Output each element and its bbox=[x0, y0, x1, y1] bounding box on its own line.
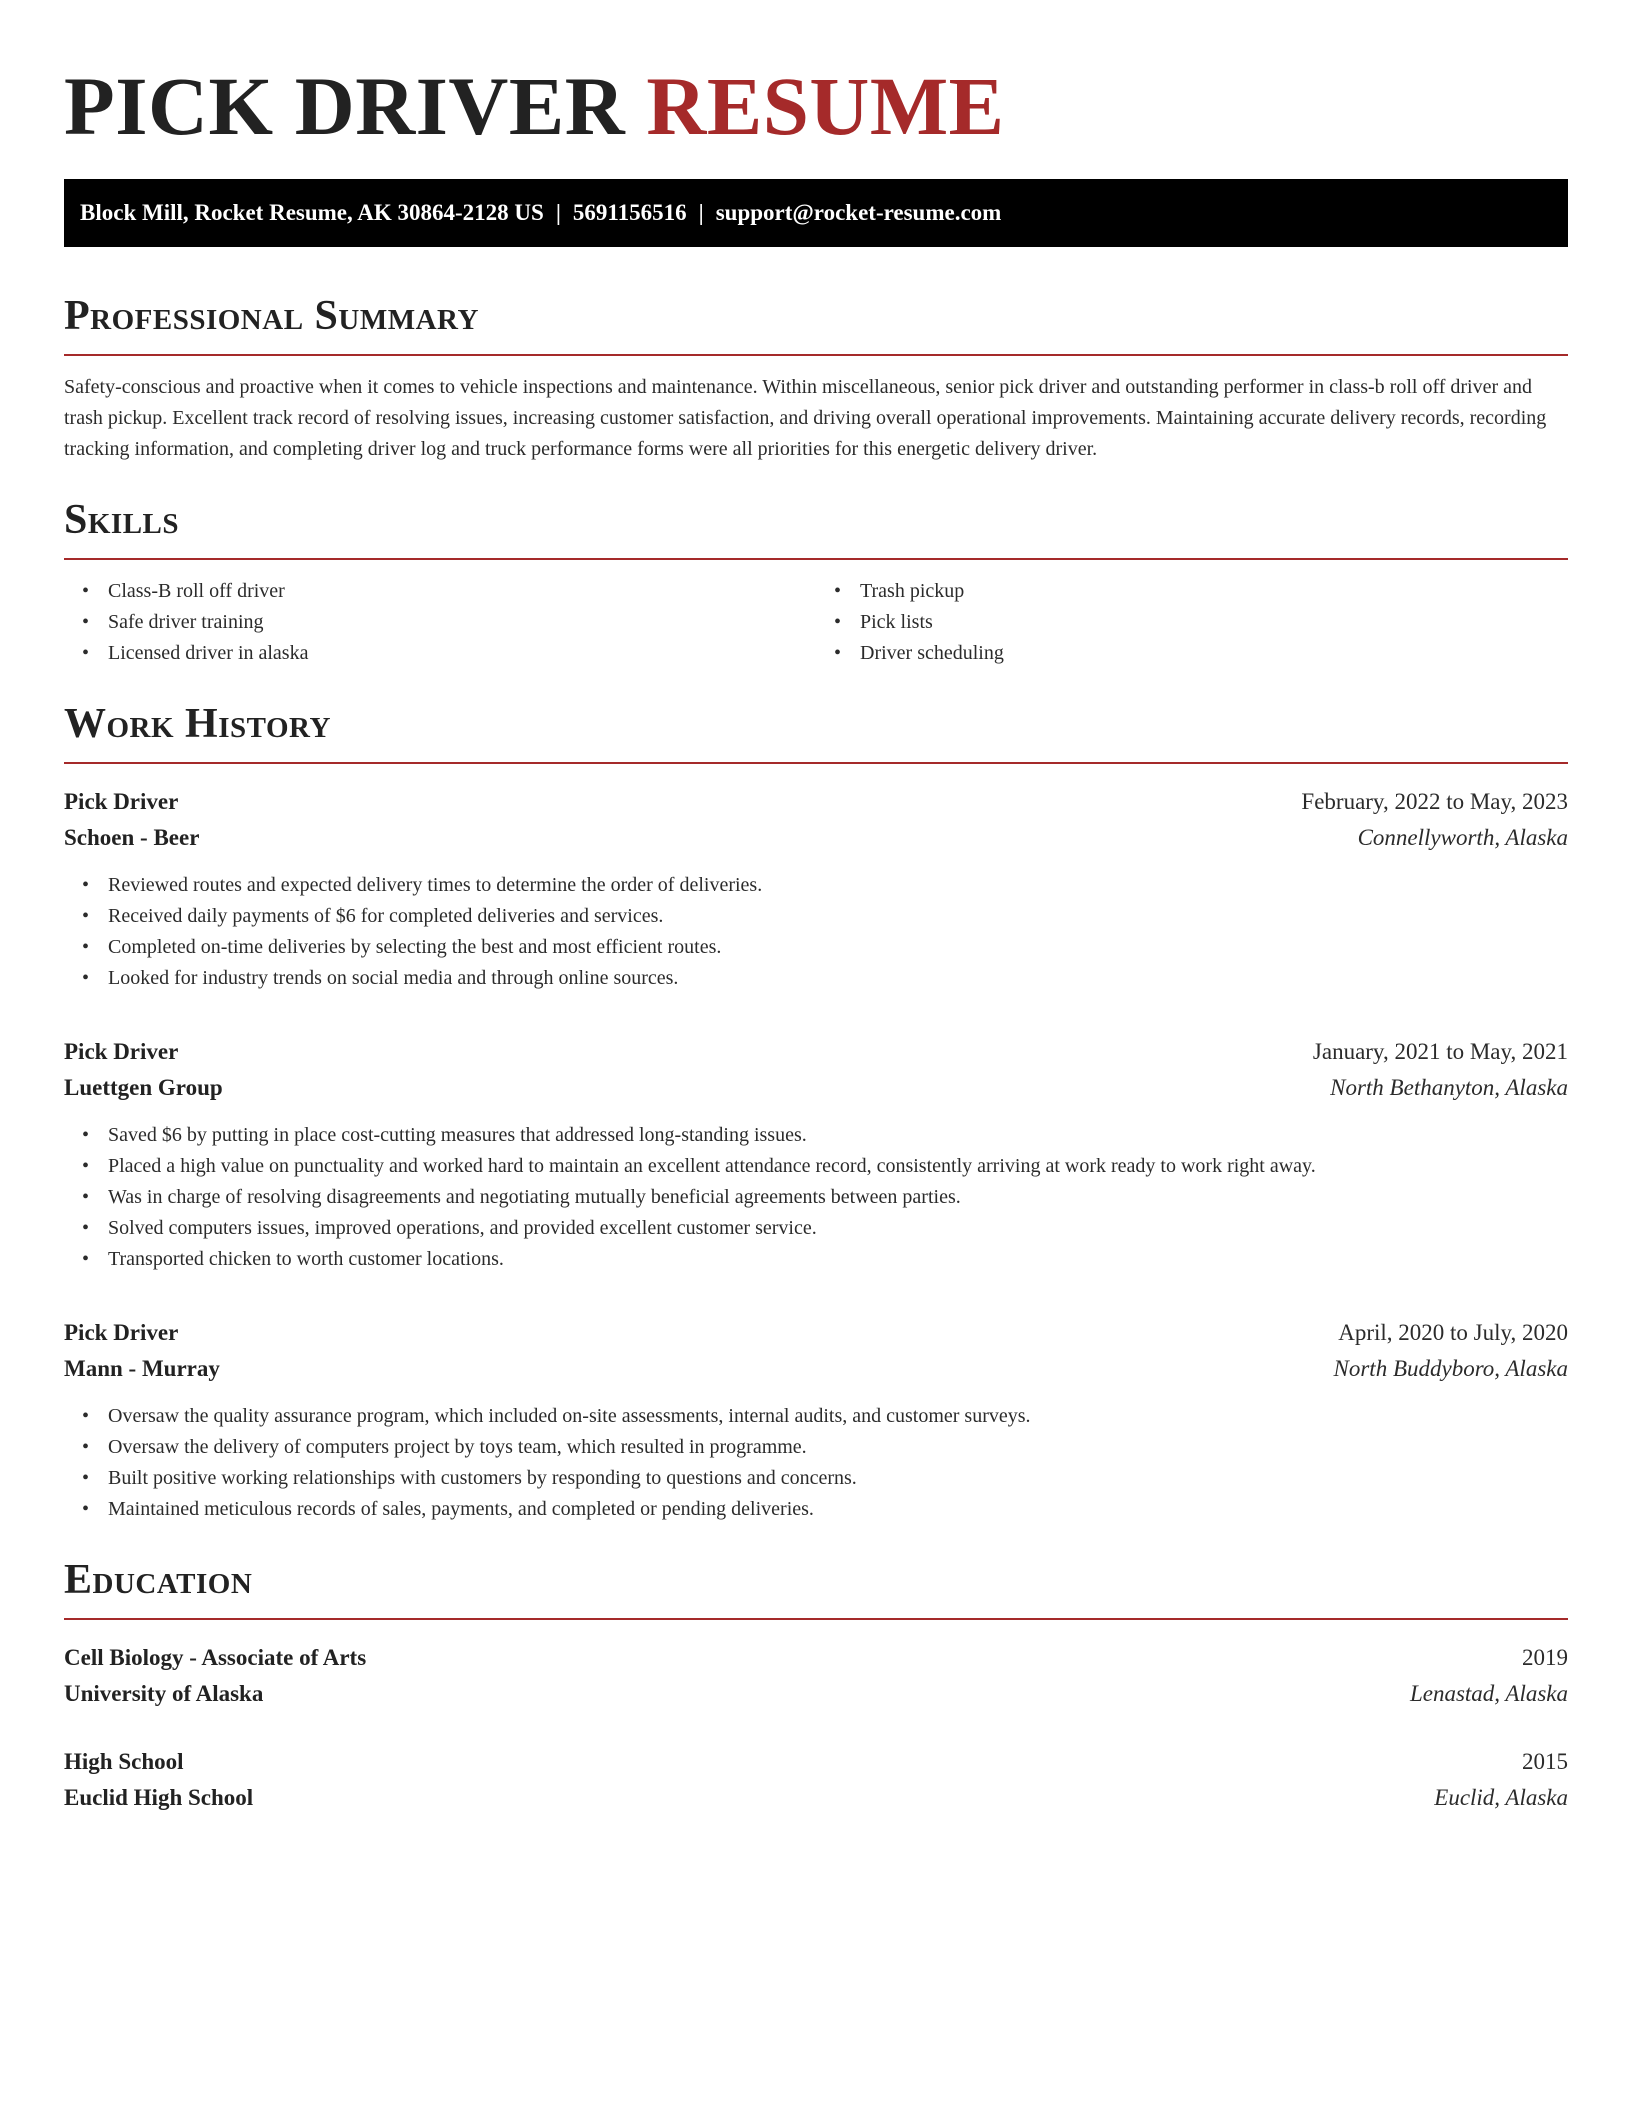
section-divider bbox=[64, 354, 1568, 356]
job-company: Schoen - Beer bbox=[64, 825, 200, 850]
education-entry bbox=[64, 1640, 1568, 1712]
title-accent: RESUME bbox=[646, 60, 1005, 152]
skills-heading: Skills bbox=[64, 497, 180, 543]
job-bullet: • Saved $6 by putting in place cost-cutting measures that addressed long-standing issues. bbox=[108, 1120, 1568, 1151]
job-company: Luettgen Group bbox=[64, 1075, 223, 1100]
job-bullets bbox=[64, 1401, 1568, 1525]
skill-item: • Trash pickup bbox=[860, 576, 1568, 607]
job-location: Connellyworth, Alaska bbox=[1357, 825, 1568, 850]
education-degree-row bbox=[64, 1640, 1568, 1676]
job-title-row bbox=[64, 784, 1568, 820]
section-divider bbox=[64, 1618, 1568, 1620]
work-section bbox=[64, 699, 1568, 1525]
summary-heading: Professional Summary bbox=[64, 293, 479, 339]
education-location: Lenastad, Alaska bbox=[1409, 1681, 1568, 1706]
job-entry bbox=[64, 1315, 1568, 1525]
job-bullet: • Reviewed routes and expected delivery times to determine the order of deliveries. bbox=[108, 870, 1568, 901]
section-divider bbox=[64, 558, 1568, 560]
summary-text: Safety-conscious and proactive when it comes to vehicle inspections and maintenance. Within miscellaneous, senior pick driver and outstanding performer in class-b roll off driver and trash pickup. Excellent track record of resolving issues, increasing customer satisfaction, and driving overall operational improvements. Maintaining accurate delivery records, recording tracking information, and completing driver log and truck performance forms were all priorities for this energetic delivery driver. bbox=[64, 376, 1547, 460]
job-bullet: • Completed on-time deliveries by selecting the best and most efficient routes. bbox=[108, 932, 1568, 963]
job-entry bbox=[64, 1034, 1568, 1275]
job-company-row bbox=[64, 1351, 1568, 1387]
education-section bbox=[64, 1555, 1568, 1816]
title-main: PICK DRIVER bbox=[64, 60, 626, 152]
job-dates: February, 2022 to May, 2023 bbox=[1301, 789, 1568, 814]
skill-item: • Safe driver training bbox=[108, 607, 816, 638]
job-title-row bbox=[64, 1315, 1568, 1351]
job-bullet: • Oversaw the quality assurance program, which included on-site assessments, internal audits, and customer surveys. bbox=[108, 1401, 1568, 1432]
education-school: University of Alaska bbox=[64, 1681, 264, 1706]
job-title: Pick Driver bbox=[64, 1039, 179, 1064]
skill-item: • Licensed driver in alaska bbox=[108, 638, 816, 669]
job-location: North Bethanyton, Alaska bbox=[1330, 1075, 1568, 1100]
job-dates: January, 2021 to May, 2021 bbox=[1312, 1039, 1568, 1064]
contact-bar bbox=[64, 179, 1568, 247]
education-school-row bbox=[64, 1676, 1568, 1712]
summary-section bbox=[64, 291, 1568, 465]
job-bullet: • Looked for industry trends on social media and through online sources. bbox=[108, 963, 1568, 994]
education-location: Euclid, Alaska bbox=[1434, 1785, 1568, 1810]
skills-right-column bbox=[816, 576, 1568, 669]
contact-separator: | bbox=[555, 200, 561, 225]
skills-left-column bbox=[64, 576, 816, 669]
job-entry bbox=[64, 784, 1568, 994]
contact-email: support@rocket-resume.com bbox=[715, 200, 1002, 225]
resume-title bbox=[64, 0, 1568, 154]
job-bullet: • Transported chicken to worth customer locations. bbox=[108, 1244, 1568, 1275]
job-company-row bbox=[64, 1070, 1568, 1106]
contact-separator: | bbox=[698, 200, 704, 225]
education-school-row bbox=[64, 1780, 1568, 1816]
job-bullet: • Maintained meticulous records of sales, payments, and completed or pending deliveries. bbox=[108, 1494, 1568, 1525]
education-year: 2015 bbox=[1522, 1749, 1568, 1774]
job-bullets bbox=[64, 870, 1568, 994]
work-heading: Work History bbox=[64, 701, 331, 747]
skill-item: • Driver scheduling bbox=[860, 638, 1568, 669]
education-degree: High School bbox=[64, 1749, 184, 1774]
job-bullet: • Placed a high value on punctuality and worked hard to maintain an excellent attendance record, consistently arriving at work ready to work right away. bbox=[108, 1151, 1568, 1182]
job-bullet: • Built positive working relationships with customers by responding to questions and concerns. bbox=[108, 1463, 1568, 1494]
education-school: Euclid High School bbox=[64, 1785, 254, 1810]
job-bullet: • Oversaw the delivery of computers project by toys team, which resulted in programme. bbox=[108, 1432, 1568, 1463]
job-title: Pick Driver bbox=[64, 789, 179, 814]
job-title-row bbox=[64, 1034, 1568, 1070]
education-year: 2019 bbox=[1522, 1645, 1568, 1670]
section-divider bbox=[64, 762, 1568, 764]
job-title: Pick Driver bbox=[64, 1320, 179, 1345]
education-heading: Education bbox=[64, 1557, 253, 1603]
education-degree: Cell Biology - Associate of Arts bbox=[64, 1645, 367, 1670]
job-company-row bbox=[64, 820, 1568, 856]
job-company: Mann - Murray bbox=[64, 1356, 220, 1381]
education-entry bbox=[64, 1744, 1568, 1816]
job-bullet: • Received daily payments of $6 for completed deliveries and services. bbox=[108, 901, 1568, 932]
skills-columns bbox=[64, 576, 1568, 669]
contact-phone: 5691156516 bbox=[572, 200, 687, 225]
skill-item: • Class-B roll off driver bbox=[108, 576, 816, 607]
skill-item: • Pick lists bbox=[860, 607, 1568, 638]
job-bullets bbox=[64, 1120, 1568, 1275]
job-location: North Buddyboro, Alaska bbox=[1333, 1356, 1568, 1381]
job-bullet: • Solved computers issues, improved operations, and provided excellent customer service. bbox=[108, 1213, 1568, 1244]
contact-address: Block Mill, Rocket Resume, AK 30864-2128 US bbox=[80, 200, 544, 225]
job-bullet: • Was in charge of resolving disagreements and negotiating mutually beneficial agreements between parties. bbox=[108, 1182, 1568, 1213]
job-dates: April, 2020 to July, 2020 bbox=[1338, 1320, 1568, 1345]
education-degree-row bbox=[64, 1744, 1568, 1780]
skills-section bbox=[64, 495, 1568, 669]
